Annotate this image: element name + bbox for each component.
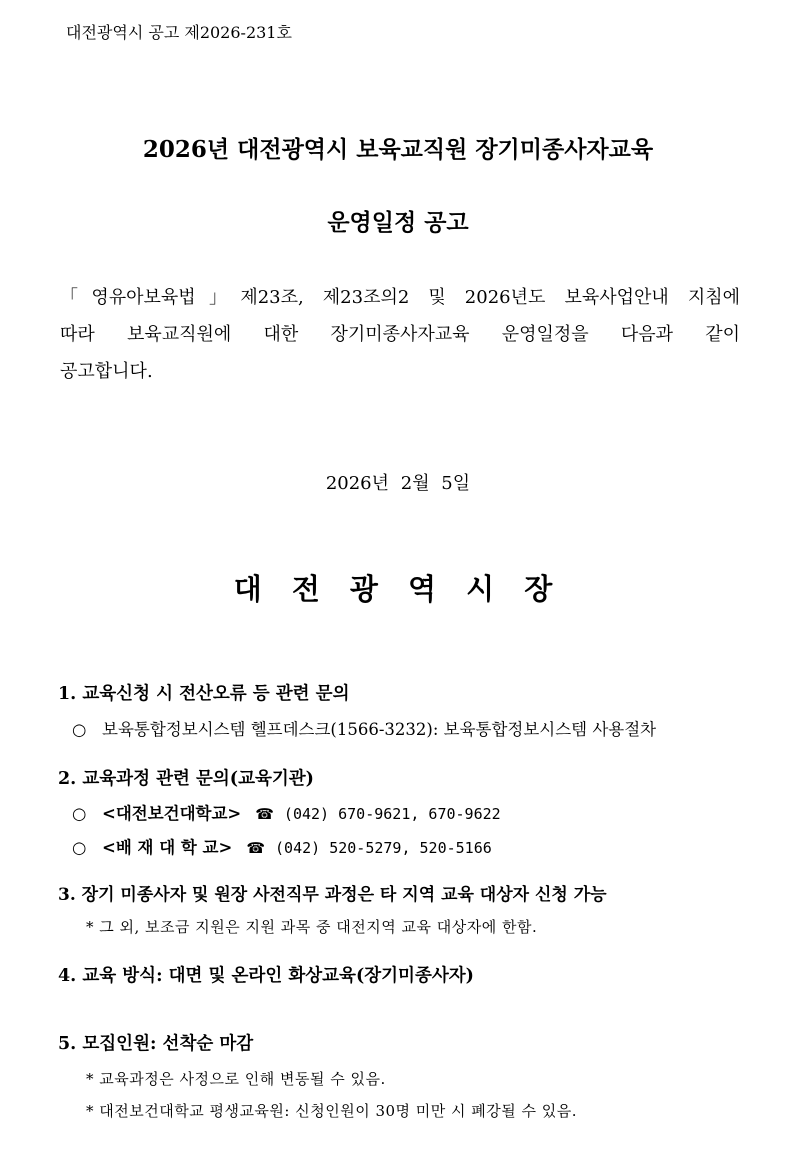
intro-line-3: 공고합니다. [60,361,153,382]
section-5-note: * 대전보건대학교 평생교육원: 신청인원이 30명 미만 시 폐강될 수 있음. [86,1102,578,1120]
section-5-heading: 5. 모집인원: 선착순 마감 [58,1034,254,1054]
phone-icon: ☎ [255,805,274,823]
section-3-heading: 3. 장기 미종사자 및 원장 사전직무 과정은 타 지역 교육 대상자 신청 가능 [58,885,607,905]
announcement-date: 2026년 2월 5일 [325,473,471,494]
institution-name: <배 재 대 학 교> [102,838,233,857]
section-1-heading: 1. 교육신청 시 전산오류 등 관련 문의 [58,684,350,704]
section-3-note: * 그 외, 보조금 지원은 지원 과목 중 대전지역 교육 대상자에 한함. [86,918,538,936]
helpdesk-text: 보육통합정보시스템 헬프데스크(1566-3232): 보육통합정보시스템 사용절차 [102,720,657,739]
intro-line-2: 따라 보육교직원에 대한 장기미종사자교육 운영일정을 다음과 같이 [60,324,740,345]
intro-line-1: 「영유아보육법」제23조, 제23조의2 및 2026년도 보육사업안내 지침에 [60,287,740,308]
institution-phone: (042) 670-9621, 670-9622 [283,805,501,823]
bullet-circle: ○ [72,838,87,857]
bullet-circle: ○ [72,804,87,823]
bullet-circle: ○ [72,720,87,739]
document-number: 대전광역시 공고 제2026-231호 [66,23,292,42]
phone-icon: ☎ [246,839,266,857]
institution-row [72,834,492,858]
institution-row [72,800,501,824]
section-1-item [72,716,656,740]
intro-paragraph [60,279,740,390]
title-line-1: 2026년 대전광역시 보육교직원 장기미종사자교육 [142,136,654,163]
section-4-heading: 4. 교육 방식: 대면 및 온라인 화상교육(장기미종사자) [58,966,474,986]
title-line-2: 운영일정 공고 [327,209,469,236]
issuer-signature: 대 전 광 역 시 장 [233,572,563,606]
section-2-heading: 2. 교육과정 관련 문의(교육기관) [58,769,314,789]
section-5-note: * 교육과정은 사정으로 인해 변동될 수 있음. [86,1070,386,1088]
institution-name: <대전보건대학교> [102,804,242,823]
institution-phone: (042) 520-5279, 520-5166 [275,839,492,857]
